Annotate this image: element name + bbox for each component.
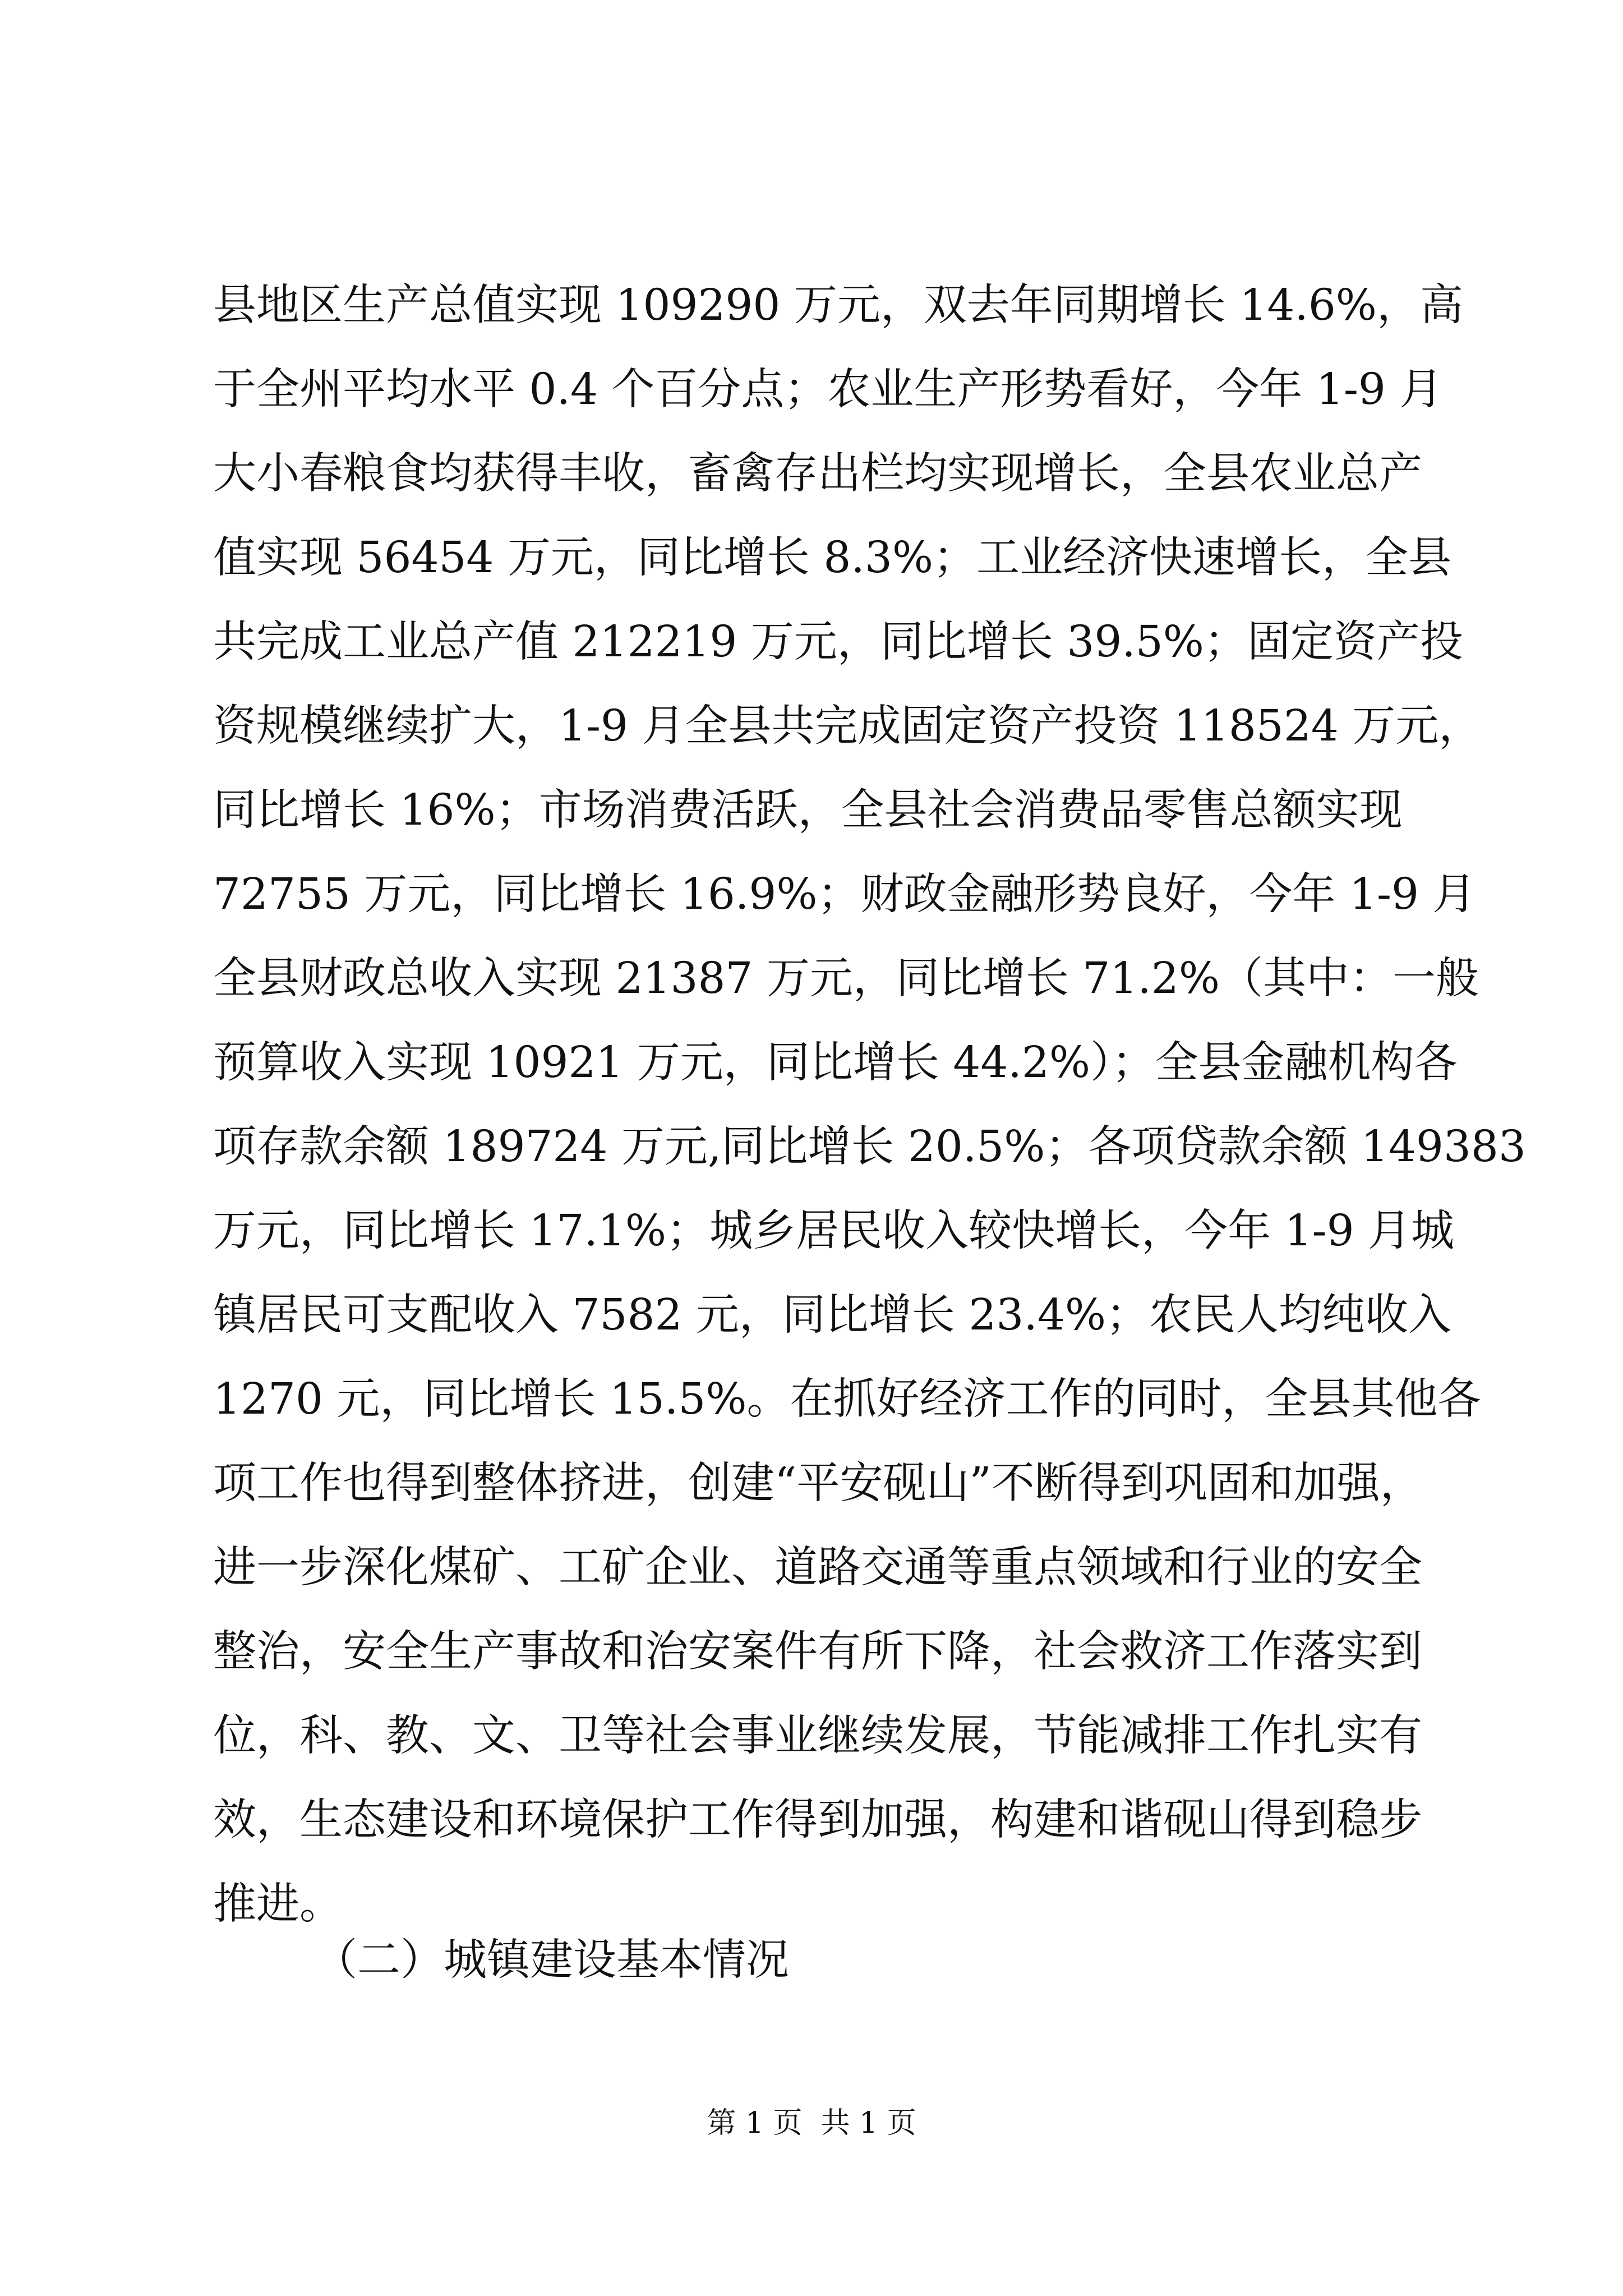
text-line: 全县财政总收入实现 21387 万元，同比增长 71.2%（其中：一般: [213, 954, 1479, 1004]
text-line: 进一步深化煤矿、工矿企业、道路交通等重点领域和行业的安全: [213, 1543, 1422, 1593]
text-line: 72755 万元，同比增长 16.9%；财政金融形势良好，今年 1-9 月: [213, 869, 1476, 919]
text-line: 1270 元，同比增长 15.5%。在抓好经济工作的同时，全县其他各: [213, 1374, 1481, 1424]
text-line: 县地区生产总值实现 109290 万元，双去年同期增长 14.6%，高: [213, 280, 1463, 330]
text-line: 位，科、教、文、卫等社会事业继续发展，节能减排工作扎实有: [213, 1711, 1422, 1761]
text-line: 效，生态建设和环境保护工作得到加强，构建和谐砚山得到稳步: [213, 1795, 1422, 1845]
page-number-footer: 第 1 页 共 1 页: [707, 2106, 916, 2140]
text-line: 资规模继续扩大，1-9 月全县共完成固定资产投资 118524 万元，: [213, 701, 1482, 751]
text-line: 同比增长 16%；市场消费活跃，全县社会消费品零售总额实现: [213, 785, 1403, 835]
text-line: 推进。: [213, 1879, 343, 1929]
text-line: 项存款余额 189724 万元,同比增长 20.5%；各项贷款余额 149383: [213, 1122, 1526, 1172]
text-line: 万元，同比增长 17.1%；城乡居民收入较快增长，今年 1-9 月城: [213, 1206, 1455, 1256]
body-paragraph: [213, 264, 1526, 1947]
text-line: 镇居民可支配收入 7582 元，同比增长 23.4%；农民人均纯收入: [213, 1290, 1451, 1340]
text-line: 于全州平均水平 0.4 个百分点；农业生产形势看好，今年 1-9 月: [213, 365, 1443, 415]
text-line: 大小春粮食均获得丰收，畜禽存出栏均实现增长，全县农业总产: [213, 449, 1422, 499]
text-line: 项工作也得到整体挤进，创建“平安砚山”不断得到巩固和加强，: [213, 1458, 1423, 1508]
text-line: 整治，安全生产事故和治安案件有所下降，社会救济工作落实到: [213, 1627, 1422, 1677]
text-line: 共完成工业总产值 212219 万元，同比增长 39.5%；固定资产投: [213, 617, 1463, 667]
text-line: 预算收入实现 10921 万元，同比增长 44.2%）；全县金融机构各: [213, 1038, 1458, 1088]
text-line: 值实现 56454 万元，同比增长 8.3%；工业经济快速增长，全县: [213, 533, 1451, 583]
section-heading: （二）城镇建设基本情况: [314, 1935, 789, 1985]
